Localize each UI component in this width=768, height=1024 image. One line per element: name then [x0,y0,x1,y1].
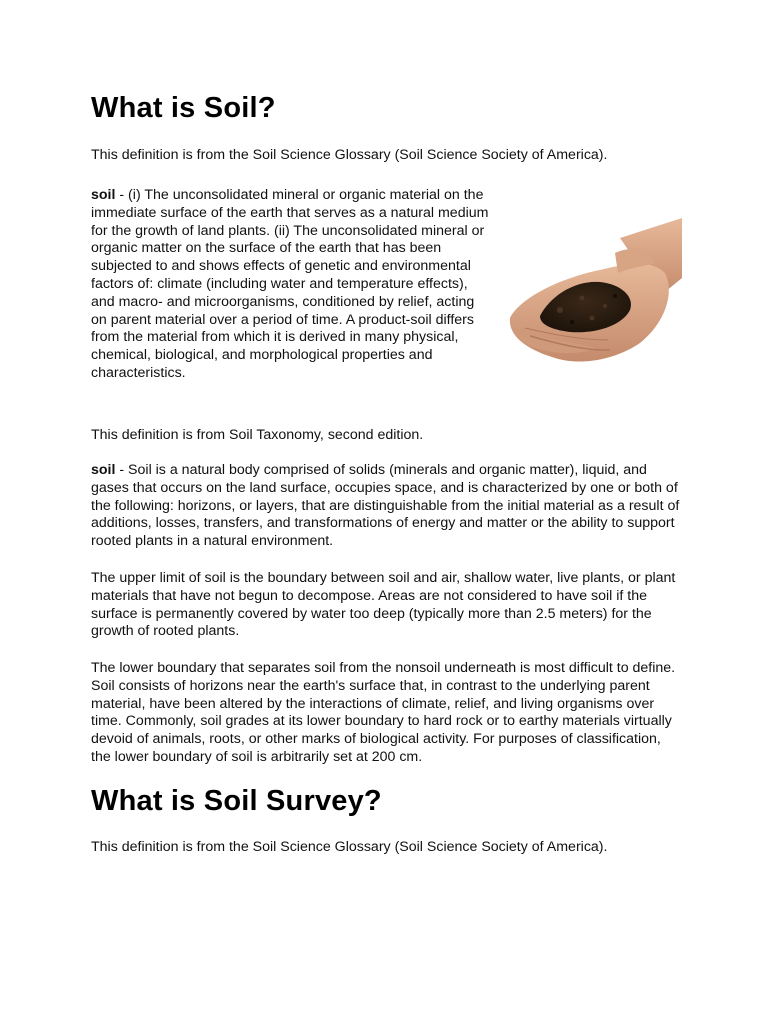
definition-term: soil [91,187,116,203]
hand-holding-soil-image [500,218,682,366]
definition-text: - Soil is a natural body comprised of solids (minerals and organic matter), liquid, and gases that occurs on the land surface, occupies space, and is characterized by one or both of the following: horizons, or layers, that are distinguishable from the initial material as a result of additions, losses, transfers, and transformations of energy and matter or the ability to support rooted plants in a natural environment. [91,462,680,550]
source-note-glossary: This definition is from the Soil Science Glossary (Soil Science Society of America). [91,147,608,163]
definition-term: soil [91,462,116,478]
section-title: What is Soil Survey? [91,785,382,817]
page-title: What is Soil? [91,92,276,124]
definition-glossary [91,187,491,383]
paragraph-lower-boundary: The lower boundary that separates soil from the nonsoil underneath is most difficult to define. Soil consists of horizons near the earth's surface that, in contrast to the underlying parent material, have been altered by the interactions of climate, relief, and living organisms over time. Commonly, soil grades at its lower boundary to hard rock or to earthy materials virtually devoid of animals, roots, or other marks of biological activity. For purposes of classification, the lower boundary of soil is arbitrarily set at 200 cm. [91,660,676,765]
source-note-taxonomy: This definition is from Soil Taxonomy, second edition. [91,427,424,443]
definition-taxonomy [91,462,683,551]
source-note-glossary-2: This definition is from the Soil Science Glossary (Soil Science Society of America). [91,839,608,855]
paragraph-upper-limit: The upper limit of soil is the boundary between soil and air, shallow water, live plants, or plant materials that have not begun to decompose. Areas are not considered to have soil if the surface is permanently covered by water too deep (typically more than 2.5 meters) for the growth of rooted plants. [91,570,676,640]
definition-text: - (i) The unconsolidated mineral or organic material on the immediate surface of the earth that serves as a natural medium for the growth of land plants. (ii) The unconsolidated mineral or organic matter on the surface of the earth that has been subjected to and shows effects of genetic and environmental factors of: climate (including water and temperature effects), and macro- and microorganisms, conditioned by relief, acting on parent material over a period of time. A product-soil differs from the material from which it is derived in many physical, chemical, biological, and morphological properties and characteristics. [91,187,489,381]
